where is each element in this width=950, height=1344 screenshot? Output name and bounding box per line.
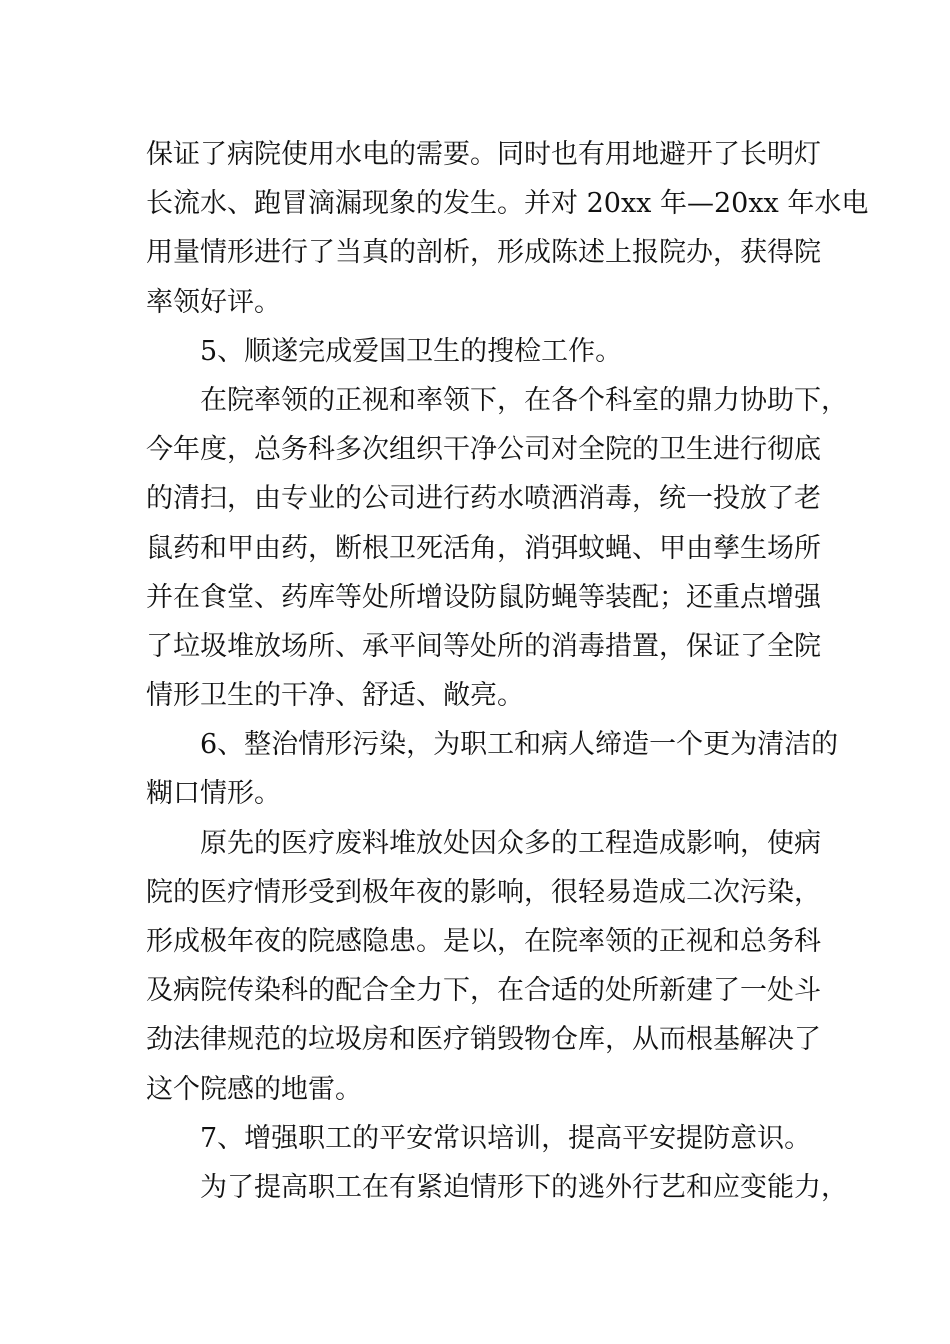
text-line: 了垃圾堆放场所、承平间等处所的消毒措置，保证了全院 — [146, 630, 821, 662]
text-line: 这个院感的地雷。 — [146, 1073, 362, 1105]
text-line: 用量情形进行了当真的剖析，形成陈述上报院办，获得院 — [146, 237, 821, 269]
text-line: 6、整治情形污染，为职工和病人缔造一个更为清洁的 — [200, 729, 839, 761]
text-line: 今年度，总务科多次组织干净公司对全院的卫生进行彻底 — [146, 434, 821, 466]
text-line: 保证了病院使用水电的需要。同时也有用地避开了长明灯 — [146, 139, 821, 170]
text-line: 院的医疗情形受到极年夜的影响，很轻易造成二次污染， — [146, 876, 821, 908]
text-line: 情形卫生的干净、舒适、敞亮。 — [146, 680, 524, 712]
text-line: 及病院传染科的配合全力下，在合适的处所新建了一处斗 — [146, 975, 821, 1007]
body-text — [146, 130, 869, 1212]
text-line: 长流水、跑冒滴漏现象的发生。并对 20xx 年—20xx 年水电 — [146, 188, 869, 220]
text-line: 并在食堂、药库等处所增设防鼠防蝇等装配；还重点增强 — [146, 581, 821, 613]
text-line: 在院率领的正视和率领下，在各个科室的鼎力协助下， — [200, 384, 848, 416]
text-line: 糊口情形。 — [146, 778, 281, 810]
text-line: 劲法律规范的垃圾房和医疗销毁物仓库，从而根基解决了 — [146, 1024, 821, 1056]
text-line: 7、增强职工的平安常识培训，提高平安提防意识。 — [200, 1122, 812, 1154]
text-line: 的清扫，由专业的公司进行药水喷洒消毒，统一投放了老 — [146, 483, 821, 515]
text-line: 5、顺遂完成爱国卫生的搜检工作。 — [200, 335, 623, 367]
text-line: 原先的医疗废料堆放处因众多的工程造成影响，使病 — [200, 827, 821, 859]
text-line: 率领好评。 — [146, 286, 281, 318]
text-line: 形成极年夜的院感隐患。是以，在院率领的正视和总务科 — [146, 926, 821, 957]
text-line: 鼠药和甲由药，断根卫死活角，消弭蚊蝇、甲由孳生场所 — [146, 532, 821, 564]
text-line: 为了提高职工在有紧迫情形下的逃外行艺和应变能力， — [200, 1171, 848, 1203]
